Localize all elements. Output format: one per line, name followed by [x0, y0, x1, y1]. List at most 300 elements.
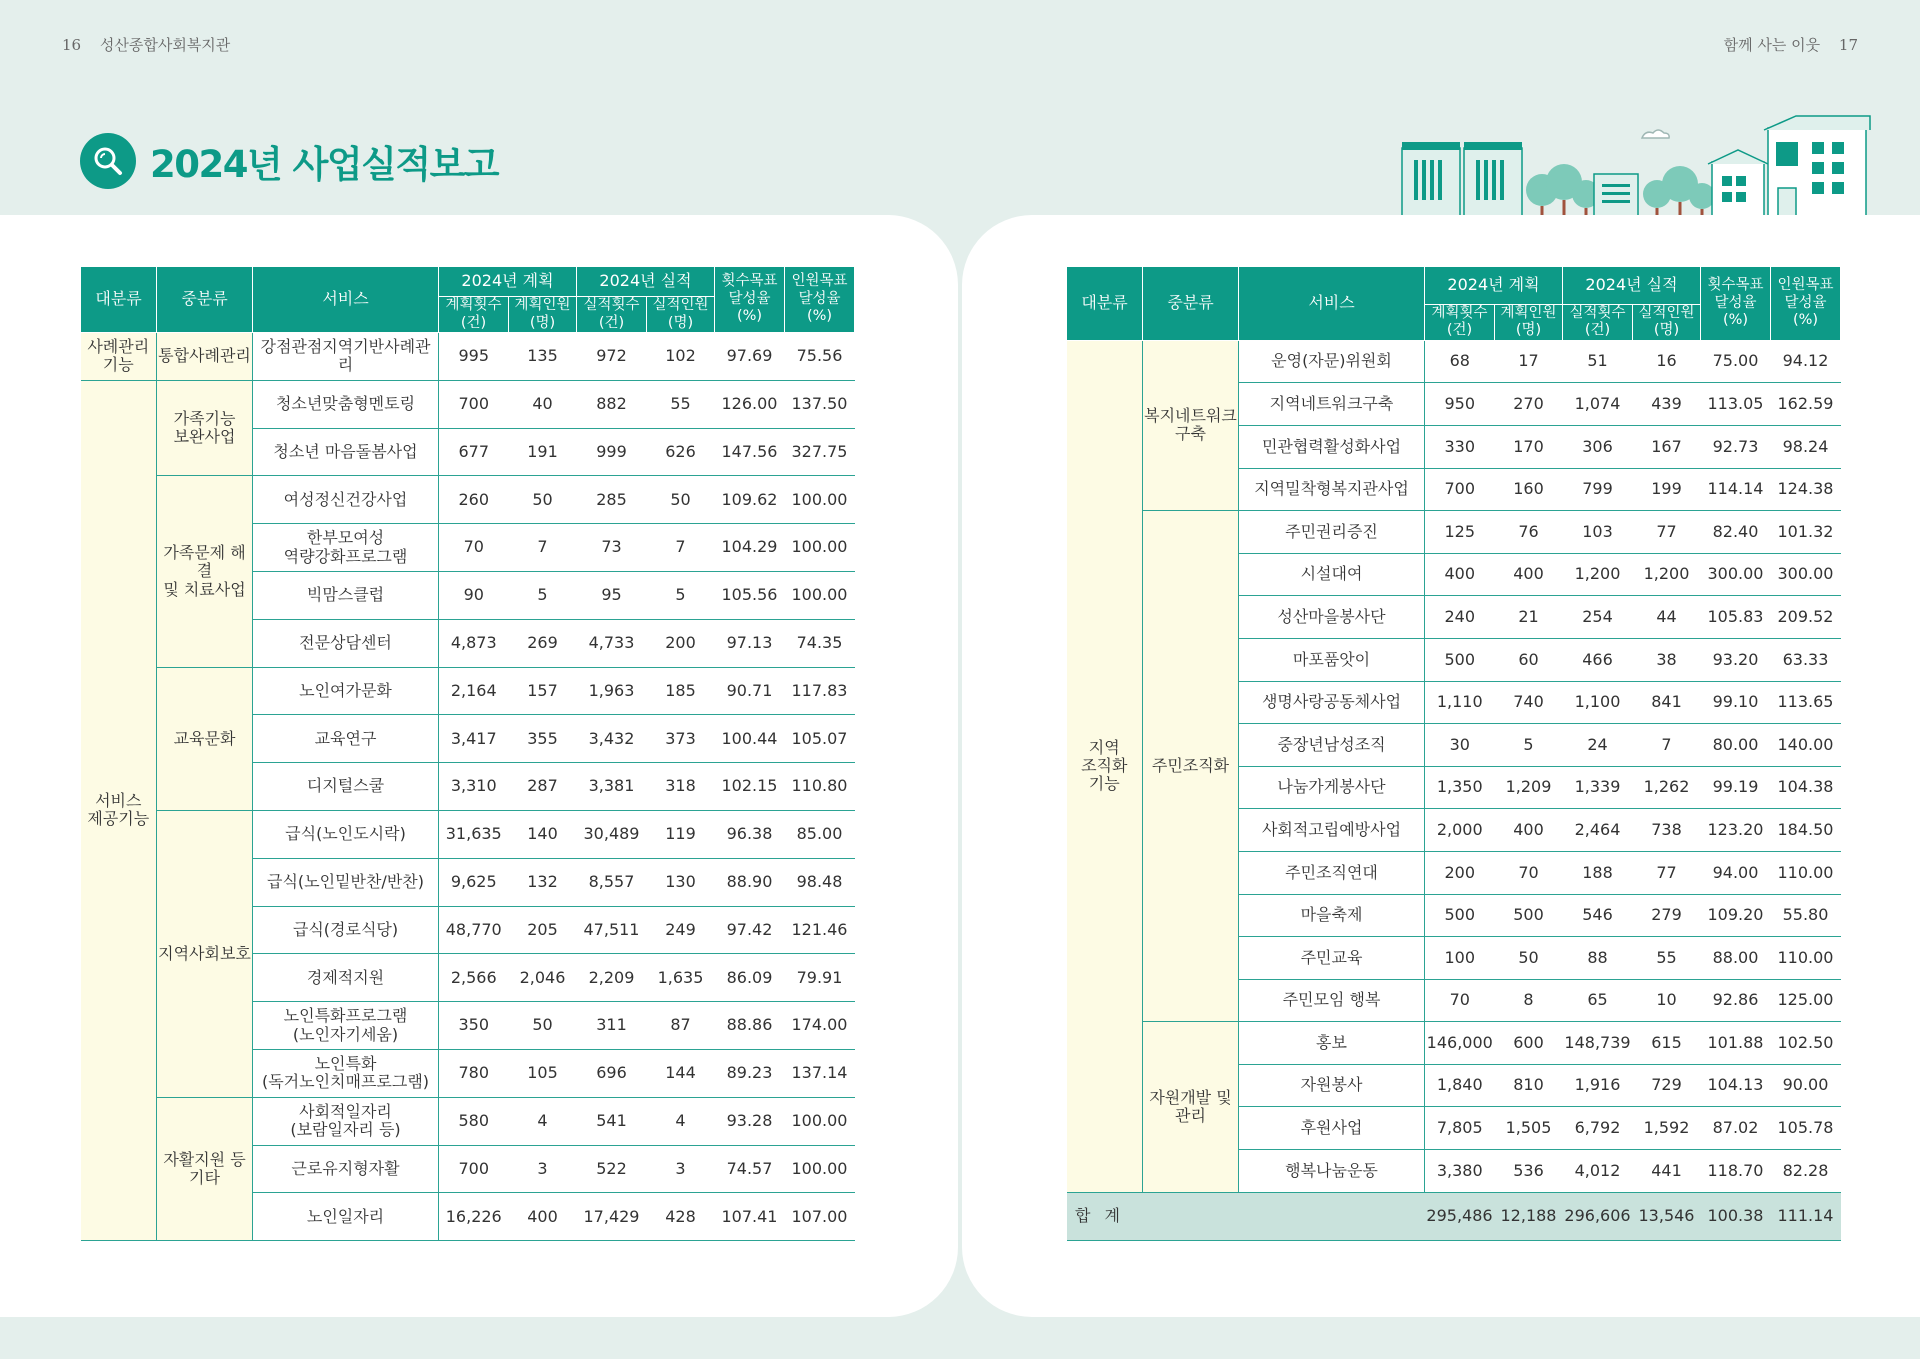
header-service: 서비스 — [1239, 267, 1425, 341]
value-cell: 2,046 — [509, 954, 577, 1002]
service-name: 시설대여 — [1239, 553, 1425, 596]
value-cell: 205 — [509, 906, 577, 954]
value-cell: 90 — [439, 571, 509, 619]
value-cell: 4,873 — [439, 619, 509, 667]
total-row — [1067, 1192, 1841, 1241]
service-name: 사회적일자리 (보람일자리 등) — [253, 1097, 439, 1145]
value-cell: 94.00 — [1701, 851, 1771, 894]
value-cell: 8 — [1495, 979, 1563, 1022]
value-cell: 249 — [647, 906, 715, 954]
value-cell: 87 — [647, 1002, 715, 1050]
value-cell: 6,792 — [1563, 1107, 1633, 1150]
left-results-table — [80, 266, 855, 1241]
value-cell: 4,012 — [1563, 1150, 1633, 1193]
value-cell: 160 — [1495, 468, 1563, 511]
value-cell: 107.00 — [785, 1193, 855, 1241]
value-cell: 500 — [1425, 894, 1495, 937]
value-cell: 279 — [1633, 894, 1701, 937]
table-row — [81, 810, 855, 858]
value-cell: 167 — [1633, 425, 1701, 468]
table-row — [81, 380, 855, 428]
service-name: 홍보 — [1239, 1022, 1425, 1065]
header-count-rate: 횟수목표 달성율 (%) — [1701, 267, 1771, 341]
value-cell: 104.38 — [1771, 766, 1841, 809]
value-cell: 17,429 — [577, 1193, 647, 1241]
header-actual-group: 2024년 실적 — [577, 267, 715, 297]
service-name: 청소년 마음돌봄사업 — [253, 428, 439, 476]
service-name: 운영(자문)위원회 — [1239, 340, 1425, 383]
service-name: 나눔가게봉사단 — [1239, 766, 1425, 809]
service-name: 급식(경로식당) — [253, 906, 439, 954]
value-cell: 285 — [577, 476, 647, 524]
value-cell: 93.20 — [1701, 638, 1771, 681]
value-cell: 174.00 — [785, 1002, 855, 1050]
value-cell: 428 — [647, 1193, 715, 1241]
magnifier-icon — [80, 133, 136, 189]
minor-category: 주민조직화 — [1143, 511, 1239, 1022]
value-cell: 254 — [1563, 596, 1633, 639]
value-cell: 700 — [1425, 468, 1495, 511]
value-cell: 88.90 — [715, 858, 785, 906]
header-minor: 중분류 — [1143, 267, 1239, 341]
value-cell: 1,200 — [1633, 553, 1701, 596]
table-row — [81, 333, 855, 381]
value-cell: 109.20 — [1701, 894, 1771, 937]
service-name: 성산마을봉사단 — [1239, 596, 1425, 639]
value-cell: 82.28 — [1771, 1150, 1841, 1193]
value-cell: 950 — [1425, 383, 1495, 426]
value-cell: 3 — [647, 1145, 715, 1193]
value-cell: 144 — [647, 1049, 715, 1097]
value-cell: 82.40 — [1701, 511, 1771, 554]
value-cell: 1,200 — [1563, 553, 1633, 596]
value-cell: 2,464 — [1563, 809, 1633, 852]
value-cell: 68 — [1425, 340, 1495, 383]
value-cell: 1,505 — [1495, 1107, 1563, 1150]
value-cell: 157 — [509, 667, 577, 715]
value-cell: 700 — [439, 1145, 509, 1193]
value-cell: 110.00 — [1771, 937, 1841, 980]
value-cell: 121.46 — [785, 906, 855, 954]
right-results-table — [1066, 266, 1841, 1241]
value-cell: 118.70 — [1701, 1150, 1771, 1193]
value-cell: 780 — [439, 1049, 509, 1097]
value-cell: 7 — [1633, 724, 1701, 767]
value-cell: 137.50 — [785, 380, 855, 428]
value-cell: 103 — [1563, 511, 1633, 554]
table-row — [81, 476, 855, 524]
value-cell: 99.10 — [1701, 681, 1771, 724]
service-name: 지역네트워크구축 — [1239, 383, 1425, 426]
value-cell: 70 — [1495, 851, 1563, 894]
major-category: 지역 조직화 기능 — [1067, 340, 1143, 1192]
header-major: 대분류 — [81, 267, 157, 333]
value-cell: 7,805 — [1425, 1107, 1495, 1150]
value-cell: 740 — [1495, 681, 1563, 724]
value-cell: 185 — [647, 667, 715, 715]
value-cell: 135 — [509, 333, 577, 381]
value-cell: 522 — [577, 1145, 647, 1193]
value-cell: 615 — [1633, 1022, 1701, 1065]
value-cell: 107.41 — [715, 1193, 785, 1241]
value-cell: 105.56 — [715, 571, 785, 619]
value-cell: 50 — [647, 476, 715, 524]
value-cell: 700 — [439, 380, 509, 428]
value-cell: 92.73 — [1701, 425, 1771, 468]
value-cell: 4 — [509, 1097, 577, 1145]
value-cell: 132 — [509, 858, 577, 906]
value-cell: 1,350 — [1425, 766, 1495, 809]
value-cell: 1,209 — [1495, 766, 1563, 809]
value-cell: 88 — [1563, 937, 1633, 980]
value-cell: 270 — [1495, 383, 1563, 426]
value-cell: 109.62 — [715, 476, 785, 524]
service-name: 한부모여성 역량강화프로그램 — [253, 524, 439, 572]
value-cell: 86.09 — [715, 954, 785, 1002]
value-cell: 119 — [647, 810, 715, 858]
service-name: 민관협력활성화사업 — [1239, 425, 1425, 468]
value-cell: 9,625 — [439, 858, 509, 906]
value-cell: 50 — [1495, 937, 1563, 980]
total-label: 합계 — [1067, 1192, 1143, 1241]
value-cell: 373 — [647, 715, 715, 763]
value-cell: 98.24 — [1771, 425, 1841, 468]
value-cell: 148,739 — [1563, 1022, 1633, 1065]
value-cell: 110.80 — [785, 763, 855, 811]
total-blank — [1239, 1192, 1425, 1241]
value-cell: 7 — [647, 524, 715, 572]
value-cell: 3 — [509, 1145, 577, 1193]
table-row — [1067, 340, 1841, 383]
value-cell: 400 — [1425, 553, 1495, 596]
value-cell: 88.00 — [1701, 937, 1771, 980]
value-cell: 140.00 — [1771, 724, 1841, 767]
value-cell: 200 — [1425, 851, 1495, 894]
value-cell: 97.42 — [715, 906, 785, 954]
minor-category: 복지네트워크 구축 — [1143, 340, 1239, 510]
value-cell: 75.56 — [785, 333, 855, 381]
value-cell: 105.07 — [785, 715, 855, 763]
value-cell: 137.14 — [785, 1049, 855, 1097]
value-cell: 350 — [439, 1002, 509, 1050]
service-name: 여성정신건강사업 — [253, 476, 439, 524]
value-cell: 306 — [1563, 425, 1633, 468]
value-cell: 1,339 — [1563, 766, 1633, 809]
service-name: 근로유지형자활 — [253, 1145, 439, 1193]
value-cell: 260 — [439, 476, 509, 524]
value-cell: 125.00 — [1771, 979, 1841, 1022]
value-cell: 55 — [1633, 937, 1701, 980]
value-cell: 729 — [1633, 1064, 1701, 1107]
header-major: 대분류 — [1067, 267, 1143, 341]
service-name: 후원사업 — [1239, 1107, 1425, 1150]
value-cell: 76 — [1495, 511, 1563, 554]
value-cell: 580 — [439, 1097, 509, 1145]
value-cell: 113.05 — [1701, 383, 1771, 426]
value-cell: 21 — [1495, 596, 1563, 639]
value-cell: 16,226 — [439, 1193, 509, 1241]
value-cell: 104.29 — [715, 524, 785, 572]
value-cell: 318 — [647, 763, 715, 811]
value-cell: 130 — [647, 858, 715, 906]
service-name: 빅맘스클럽 — [253, 571, 439, 619]
value-cell: 199 — [1633, 468, 1701, 511]
value-cell: 113.65 — [1771, 681, 1841, 724]
value-cell: 200 — [647, 619, 715, 667]
value-cell: 1,100 — [1563, 681, 1633, 724]
value-cell: 2,566 — [439, 954, 509, 1002]
value-cell: 100 — [1425, 937, 1495, 980]
value-cell: 75.00 — [1701, 340, 1771, 383]
value-cell: 73 — [577, 524, 647, 572]
service-name: 지역밀착형복지관사업 — [1239, 468, 1425, 511]
value-cell: 94.12 — [1771, 340, 1841, 383]
value-cell: 536 — [1495, 1150, 1563, 1193]
value-cell: 50 — [509, 1002, 577, 1050]
header-plan-people: 계획인원 (명) — [509, 297, 577, 333]
value-cell: 7 — [509, 524, 577, 572]
value-cell: 30 — [1425, 724, 1495, 767]
value-cell: 102.15 — [715, 763, 785, 811]
minor-category: 통합사례관리 — [157, 333, 253, 381]
value-cell: 93.28 — [715, 1097, 785, 1145]
total-value: 13,546 — [1633, 1192, 1701, 1241]
table-row — [1067, 1022, 1841, 1065]
value-cell: 38 — [1633, 638, 1701, 681]
header-actual-group: 2024년 실적 — [1563, 267, 1701, 305]
page-title-block — [80, 133, 498, 189]
value-cell: 55.80 — [1771, 894, 1841, 937]
value-cell: 60 — [1495, 638, 1563, 681]
service-name: 주민모임 행복 — [1239, 979, 1425, 1022]
value-cell: 124.38 — [1771, 468, 1841, 511]
value-cell: 1,074 — [1563, 383, 1633, 426]
value-cell: 184.50 — [1771, 809, 1841, 852]
value-cell: 8,557 — [577, 858, 647, 906]
value-cell: 87.02 — [1701, 1107, 1771, 1150]
table-row — [81, 667, 855, 715]
minor-category: 자활지원 등 기타 — [157, 1097, 253, 1240]
major-category: 서비스 제공기능 — [81, 380, 157, 1240]
value-cell: 209.52 — [1771, 596, 1841, 639]
value-cell: 99.19 — [1701, 766, 1771, 809]
value-cell: 810 — [1495, 1064, 1563, 1107]
value-cell: 300.00 — [1701, 553, 1771, 596]
value-cell: 162.59 — [1771, 383, 1841, 426]
value-cell: 240 — [1425, 596, 1495, 639]
service-name: 노인특화프로그램 (노인자기세움) — [253, 1002, 439, 1050]
header-minor: 중분류 — [157, 267, 253, 333]
service-name: 경제적지원 — [253, 954, 439, 1002]
value-cell: 77 — [1633, 851, 1701, 894]
total-value: 111.14 — [1771, 1192, 1841, 1241]
header-plan-count: 계획횟수 (건) — [439, 297, 509, 333]
total-value: 295,486 — [1425, 1192, 1495, 1241]
header-people-rate: 인원목표 달성율 (%) — [1771, 267, 1841, 341]
value-cell: 44 — [1633, 596, 1701, 639]
value-cell: 400 — [509, 1193, 577, 1241]
value-cell: 17 — [1495, 340, 1563, 383]
value-cell: 400 — [1495, 553, 1563, 596]
service-name: 주민권리증진 — [1239, 511, 1425, 554]
value-cell: 70 — [1425, 979, 1495, 1022]
value-cell: 799 — [1563, 468, 1633, 511]
value-cell: 85.00 — [785, 810, 855, 858]
value-cell: 3,432 — [577, 715, 647, 763]
minor-category: 지역사회보호 — [157, 810, 253, 1097]
service-name: 청소년맞춤형멘토링 — [253, 380, 439, 428]
header-plan-count: 계획횟수 (건) — [1425, 305, 1495, 341]
value-cell: 123.20 — [1701, 809, 1771, 852]
table-row — [81, 1097, 855, 1145]
value-cell: 738 — [1633, 809, 1701, 852]
value-cell: 89.23 — [715, 1049, 785, 1097]
header-plan-people: 계획인원 (명) — [1495, 305, 1563, 341]
value-cell: 1,916 — [1563, 1064, 1633, 1107]
service-name: 주민조직연대 — [1239, 851, 1425, 894]
value-cell: 97.13 — [715, 619, 785, 667]
service-name: 생명사랑공동체사업 — [1239, 681, 1425, 724]
value-cell: 110.00 — [1771, 851, 1841, 894]
service-name: 자원봉사 — [1239, 1064, 1425, 1107]
value-cell: 1,963 — [577, 667, 647, 715]
value-cell: 439 — [1633, 383, 1701, 426]
value-cell: 48,770 — [439, 906, 509, 954]
value-cell: 114.14 — [1701, 468, 1771, 511]
value-cell: 16 — [1633, 340, 1701, 383]
value-cell: 441 — [1633, 1150, 1701, 1193]
value-cell: 105.83 — [1701, 596, 1771, 639]
value-cell: 882 — [577, 380, 647, 428]
header-count-rate: 횟수목표 달성율 (%) — [715, 267, 785, 333]
value-cell: 466 — [1563, 638, 1633, 681]
value-cell: 5 — [1495, 724, 1563, 767]
value-cell: 65 — [1563, 979, 1633, 1022]
value-cell: 101.32 — [1771, 511, 1841, 554]
value-cell: 30,489 — [577, 810, 647, 858]
value-cell: 1,635 — [647, 954, 715, 1002]
header-actual-people: 실적인원 (명) — [647, 297, 715, 333]
value-cell: 100.44 — [715, 715, 785, 763]
value-cell: 3,381 — [577, 763, 647, 811]
header-actual-people: 실적인원 (명) — [1633, 305, 1701, 341]
value-cell: 126.00 — [715, 380, 785, 428]
value-cell: 170 — [1495, 425, 1563, 468]
value-cell: 1,262 — [1633, 766, 1701, 809]
service-name: 노인일자리 — [253, 1193, 439, 1241]
value-cell: 287 — [509, 763, 577, 811]
minor-category: 교육문화 — [157, 667, 253, 810]
value-cell: 95 — [577, 571, 647, 619]
value-cell: 92.86 — [1701, 979, 1771, 1022]
right-slogan: 함께 사는 이웃 — [1723, 36, 1821, 54]
right-page-header — [1724, 34, 1872, 55]
value-cell: 77 — [1633, 511, 1701, 554]
service-name: 중장년남성조직 — [1239, 724, 1425, 767]
value-cell: 546 — [1563, 894, 1633, 937]
value-cell: 102 — [647, 333, 715, 381]
town-illustration — [1392, 112, 1872, 224]
value-cell: 105.78 — [1771, 1107, 1841, 1150]
value-cell: 2,000 — [1425, 809, 1495, 852]
value-cell: 696 — [577, 1049, 647, 1097]
value-cell: 1,840 — [1425, 1064, 1495, 1107]
service-name: 노인특화 (독거노인치매프로그램) — [253, 1049, 439, 1097]
value-cell: 40 — [509, 380, 577, 428]
value-cell: 841 — [1633, 681, 1701, 724]
service-name: 전문상담센터 — [253, 619, 439, 667]
value-cell: 188 — [1563, 851, 1633, 894]
value-cell: 98.48 — [785, 858, 855, 906]
header-plan-group: 2024년 계획 — [1425, 267, 1563, 305]
service-name: 디지털스쿨 — [253, 763, 439, 811]
value-cell: 626 — [647, 428, 715, 476]
service-name: 마포품앗이 — [1239, 638, 1425, 681]
value-cell: 100.00 — [785, 1097, 855, 1145]
value-cell: 2,209 — [577, 954, 647, 1002]
service-name: 주민교육 — [1239, 937, 1425, 980]
value-cell: 269 — [509, 619, 577, 667]
value-cell: 10 — [1633, 979, 1701, 1022]
value-cell: 5 — [509, 571, 577, 619]
value-cell: 4 — [647, 1097, 715, 1145]
value-cell: 55 — [647, 380, 715, 428]
left-org-name: 성산종합사회복지관 — [99, 36, 231, 54]
value-cell: 4,733 — [577, 619, 647, 667]
value-cell: 102.50 — [1771, 1022, 1841, 1065]
value-cell: 3,417 — [439, 715, 509, 763]
value-cell: 50 — [509, 476, 577, 524]
right-page-number: 17 — [1838, 36, 1858, 54]
value-cell: 100.00 — [785, 571, 855, 619]
value-cell: 63.33 — [1771, 638, 1841, 681]
value-cell: 355 — [509, 715, 577, 763]
value-cell: 995 — [439, 333, 509, 381]
value-cell: 3,310 — [439, 763, 509, 811]
header-actual-count: 실적횟수 (건) — [1563, 305, 1633, 341]
value-cell: 24 — [1563, 724, 1633, 767]
value-cell: 311 — [577, 1002, 647, 1050]
minor-category: 가족문제 해결 및 치료사업 — [157, 476, 253, 667]
service-name: 교육연구 — [253, 715, 439, 763]
value-cell: 100.00 — [785, 476, 855, 524]
total-value: 12,188 — [1495, 1192, 1563, 1241]
value-cell: 5 — [647, 571, 715, 619]
header-actual-count: 실적횟수 (건) — [577, 297, 647, 333]
value-cell: 140 — [509, 810, 577, 858]
value-cell: 51 — [1563, 340, 1633, 383]
value-cell: 105 — [509, 1049, 577, 1097]
value-cell: 47,511 — [577, 906, 647, 954]
value-cell: 74.57 — [715, 1145, 785, 1193]
value-cell: 80.00 — [1701, 724, 1771, 767]
value-cell: 96.38 — [715, 810, 785, 858]
header-plan-group: 2024년 계획 — [439, 267, 577, 297]
minor-category: 자원개발 및 관리 — [1143, 1022, 1239, 1192]
left-page-number: 16 — [62, 36, 82, 54]
value-cell: 330 — [1425, 425, 1495, 468]
value-cell: 79.91 — [785, 954, 855, 1002]
value-cell: 1,592 — [1633, 1107, 1701, 1150]
total-value: 296,606 — [1563, 1192, 1633, 1241]
total-value: 100.38 — [1701, 1192, 1771, 1241]
value-cell: 125 — [1425, 511, 1495, 554]
value-cell: 327.75 — [785, 428, 855, 476]
service-name: 마을축제 — [1239, 894, 1425, 937]
value-cell: 677 — [439, 428, 509, 476]
value-cell: 97.69 — [715, 333, 785, 381]
service-name: 행복나눔운동 — [1239, 1150, 1425, 1193]
